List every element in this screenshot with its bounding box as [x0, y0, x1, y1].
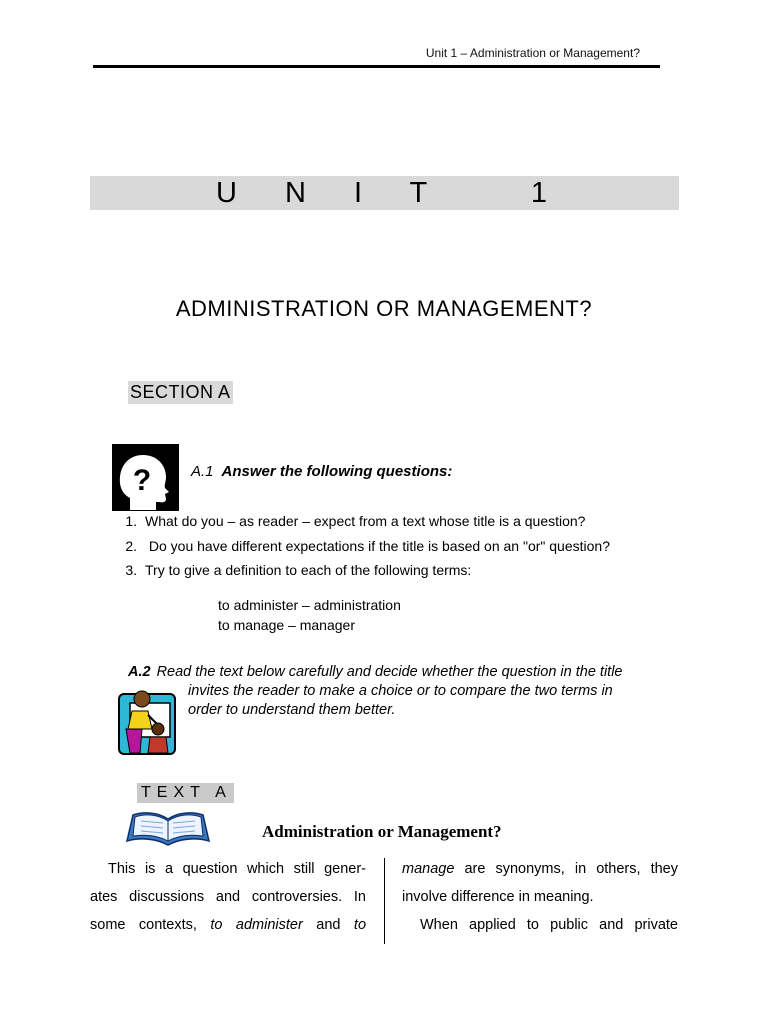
question-list: [111, 509, 711, 583]
svg-text:?: ?: [132, 464, 152, 497]
list-number: 2.: [125, 537, 137, 554]
column-divider: [384, 858, 385, 944]
list-number: 1.: [125, 513, 137, 529]
running-head: Unit 1 – Administration or Management?: [425, 46, 640, 60]
open-book-icon: [123, 803, 213, 847]
section-label: SECTION A: [130, 382, 231, 402]
question-head-icon: [112, 444, 179, 511]
text-run: and: [302, 916, 354, 933]
emphasis: to administer: [210, 916, 303, 933]
text-a-label: TEXT A: [137, 783, 234, 803]
term-line: to manage – manager: [218, 617, 355, 633]
a2-instruction: [128, 663, 688, 720]
emphasis: to: [353, 916, 367, 933]
a2-line-3: order to understand them better.: [188, 702, 396, 718]
text-run: some contexts,: [90, 916, 211, 933]
paragraph-line: ates discussions and controversies. In: [90, 888, 366, 905]
a2-label: A.2: [128, 664, 151, 680]
list-item: [111, 558, 711, 583]
a1-instruction: [191, 463, 452, 480]
list-text: Try to give a definition to each of the following terms:: [145, 562, 472, 578]
a1-text: Answer the following questions:: [221, 463, 453, 480]
text-column-left: [90, 856, 366, 939]
paragraph-line: When applied to public and private: [420, 916, 678, 933]
a2-line-2: invites the reader to make a choice or to compare the two terms in: [188, 683, 613, 699]
paragraph-line: [402, 856, 678, 884]
list-item: [111, 534, 711, 559]
list-item: [111, 509, 711, 534]
emphasis: manage: [402, 861, 455, 877]
terms-block: [218, 595, 401, 635]
paragraph-line: [90, 912, 366, 940]
teacher-student-icon: [118, 689, 176, 755]
text-column-right: [402, 856, 678, 939]
header-rule: [93, 65, 660, 68]
list-number: 3.: [125, 562, 137, 578]
page-title: ADMINISTRATION OR MANAGEMENT?: [175, 296, 593, 321]
text-a-title: Administration or Management?: [262, 822, 502, 841]
paragraph-line: This is a question which still gener-: [108, 861, 366, 877]
a1-label: A.1: [191, 463, 214, 480]
list-text: What do you – as reader – expect from a text whose title is a question?: [145, 513, 586, 529]
list-text: Do you have different expectations if the title is based on an "or" question?: [145, 537, 610, 554]
term-line: to administer – administration: [218, 597, 401, 613]
text-run: are synonyms, in others, they: [454, 861, 678, 877]
unit-title: U N I T 1: [215, 177, 568, 209]
paragraph-line: involve difference in meaning.: [402, 888, 594, 905]
a2-line-1: Read the text below carefully and decide whether the question in the title: [156, 664, 623, 680]
